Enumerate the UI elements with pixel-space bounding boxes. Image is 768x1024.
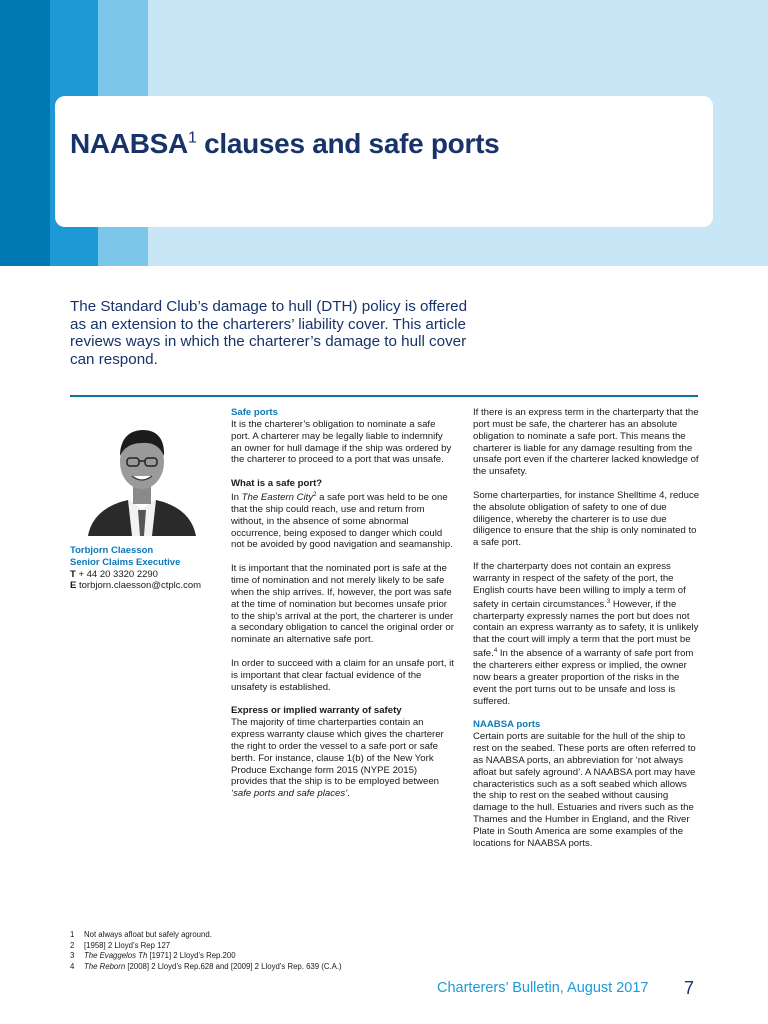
title-card [55, 96, 713, 227]
email-label: E [70, 580, 77, 592]
author-phone-line [70, 569, 230, 581]
text: The majority of time charterparties contain an express warranty clause which gives the charterer the right to order the vessel to a safe port or safe berth. For instance, clause 1(b) of the New York Produce Exchange form 2015 (NYPE 2015) provides that the ship is to be employed between [231, 717, 444, 788]
page-number: 7 [684, 978, 695, 998]
quote: ‘safe ports and safe places’ [231, 788, 348, 800]
footnote-text: [1958] 2 Lloyd’s Rep 127 [84, 940, 171, 950]
author-portrait-illustration [70, 410, 213, 536]
paragraph [473, 561, 701, 708]
heading-what-is-safe-port: What is a safe port? [231, 478, 323, 490]
title-main: NAABSA [70, 128, 188, 159]
footnote [70, 951, 470, 962]
footnote-ref: 4 [493, 648, 498, 655]
footnote-number: 3 [70, 951, 75, 961]
author-role: Senior Claims Executive [70, 556, 181, 568]
author-phone: + 44 20 3320 2290 [78, 568, 158, 580]
paragraph [473, 719, 701, 849]
text: If the charterparty does not contain an express warranty in respect of the safety of the port, the English courts have been willing to imply a term of safety in certain circumstances. [473, 560, 686, 610]
paragraph: If there is an express term in the charterparty that the port must be safe, the charterer has an absolute obligation to nominate a safe port. This means the charterer is liable for any damage resulting from the unsafe port even if the charterer lacked knowledge of the unsafety. [473, 407, 699, 478]
footnote-text: [1971] 2 Lloyd’s Rep.200 [147, 951, 236, 961]
header-stripe-dark [0, 0, 50, 266]
paragraph: In order to succeed with a claim for an unsafe port, it is important that clear factual evidence of the unsafety is established. [231, 657, 454, 693]
text: It is the charterer’s obligation to nominate a safe port. A charterer may be legally liable to indemnify an owner for hull damage if the ship was ordered by the charterer to proceed to a port that was unsafe. [231, 418, 452, 466]
article-column-2 [473, 407, 701, 861]
article-column-1 [231, 407, 456, 812]
paragraph [231, 407, 456, 466]
footnotes [70, 930, 470, 972]
text: In [231, 492, 242, 504]
footnote-number: 2 [70, 940, 75, 950]
footnote [70, 962, 470, 973]
title-footnote-ref: 1 [187, 129, 197, 147]
title-rest: clauses and safe ports [196, 128, 500, 159]
author-email[interactable]: torbjorn.claesson@ctplc.com [78, 580, 202, 592]
section-divider [70, 395, 698, 397]
heading-safe-ports: Safe ports [231, 407, 278, 418]
case-name: The Eastern City [241, 492, 314, 504]
author-name: Torbjorn Claesson [70, 545, 154, 556]
heading-express-warranty: Express or implied warranty of safety [231, 705, 402, 717]
text: However, if the charterparty expressly names the port but does not contain an express warranty as to safety, it is unlikely that the court will imply a term that the port must be safe. [473, 598, 699, 660]
paragraph [231, 705, 456, 800]
intro-paragraph: The Standard Club’s damage to hull (DTH) policy is offered as an extension to the charterers’ liability cover. This article reviews ways in which the charterer’s damage to hull cover can respond. [70, 298, 468, 368]
paragraph: Some charterparties, for instance Shelltime 4, reduce the absolute obligation of safety to one of due diligence, whereby the charterer is to use due diligence to ensure that the ship is only nominated to a safe port. [473, 489, 700, 549]
footnote-text: [2008] 2 Lloyd’s Rep.628 and [2009] 2 Lloyd’s Rep. 639 (C.A.) [125, 961, 342, 971]
text: . [347, 788, 350, 800]
footnote [70, 930, 470, 941]
author-email-line [70, 580, 230, 592]
publication-footer: Charterers’ Bulletin, August 2017 [437, 980, 649, 996]
footnote-number: 4 [70, 961, 75, 971]
text: a safe port was held to be one that the ship could reach, use and return from without, in the absence of some abnormal occurrence, being exposed to danger which could not be avoided by good navigation and seamanship. [231, 492, 453, 551]
footnote-case: The Evaggelos Th [84, 951, 148, 961]
page-title [70, 128, 499, 160]
paragraph [231, 478, 456, 551]
footnote-case: The Reborn [84, 961, 126, 971]
footnote-number: 1 [70, 930, 75, 939]
author-contact [70, 545, 230, 592]
footnote [70, 941, 470, 952]
paragraph: It is important that the nominated port is safe at the time of nomination and not merely likely to be safe when the ship arrives. If, however, the port was safe at the time of nomination but becomes unsafe prior to the ship’s arrival at the port, the charterer is under a secondary obligation to cancel the original order or nominate an alternative safe port. [231, 563, 454, 646]
footnote-text: Not always afloat but safely aground. [84, 930, 212, 939]
phone-label: T [70, 568, 76, 580]
footnote-ref: 2 [313, 491, 317, 498]
footnote-ref: 3 [606, 598, 611, 605]
author-photo [70, 410, 213, 536]
text: In the absence of a warranty of safe port from the charterers either express or implied, the owner now bears a greater proportion of the risks in the event the port turns out to be unsafe and loss is suffered. [473, 648, 694, 707]
text: Certain ports are suitable for the hull of the ship to rest on the seabed. These ports are often referred to as NAABSA ports, an abbreviation for ‘not always afloat but safely aground’. A NAABSA port may have characteristics such as a soft seabed which allows the ship to rest on the seabed without causing damage to the hull. Estuaries and rivers such as the Thames and the Humber in England, and the River Plate in South America are some examples of the locations for NAABSA ports. [473, 731, 696, 849]
heading-naabsa-ports: NAABSA ports [473, 719, 541, 731]
